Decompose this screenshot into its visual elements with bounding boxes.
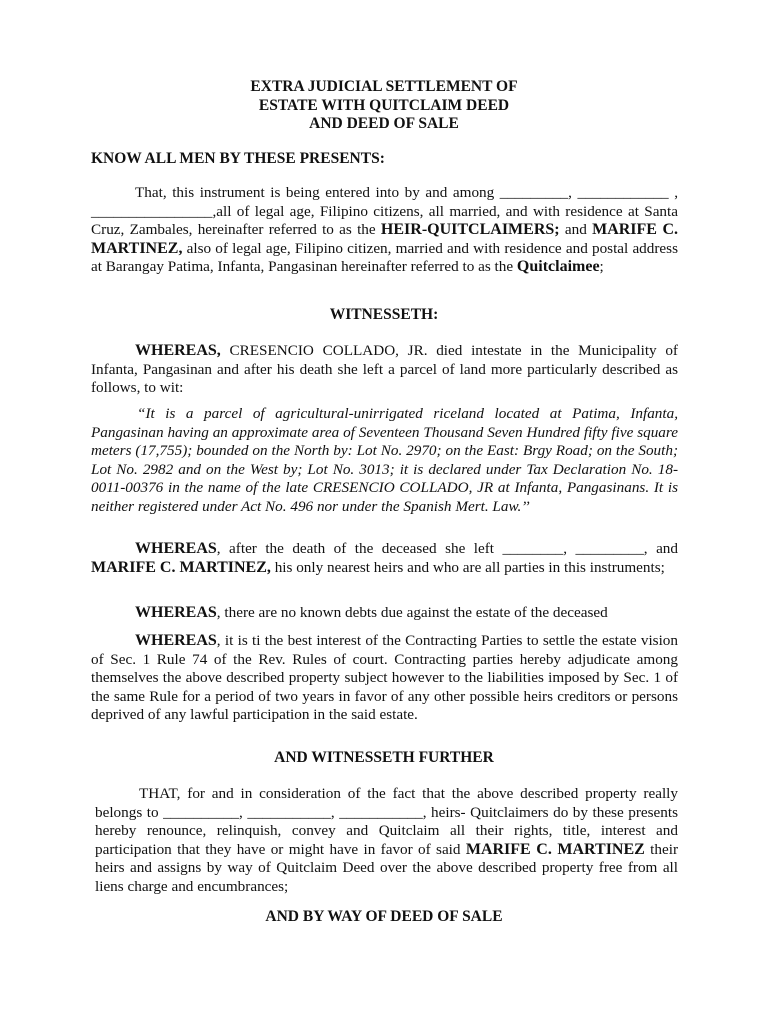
deed-of-sale-heading: AND BY WAY OF DEED OF SALE [265, 908, 503, 925]
whereas-label-1: WHEREAS, [135, 342, 221, 359]
that-paragraph [95, 785, 678, 897]
whereas-text-2b: his only nearest heirs and who are all parties in this instruments; [270, 558, 665, 576]
title-line-1: EXTRA JUDICIAL SETTLEMENT OF [250, 78, 518, 95]
heir-name: MARIFE C. MARTINEZ, [91, 558, 271, 576]
intro-text-2: and [559, 221, 593, 239]
whereas-label-4: WHEREAS [135, 632, 217, 649]
intro-text-3: also of legal age, Filipino citizen, married and with residence and postal address at Barangay Patima, Infanta, Pangasinan hereinafter referred to as the [91, 239, 678, 276]
whereas-text-1: CRESENCIO COLLADO, JR. died intestate in the Municipality of Infanta, Pangasinan and after his death she left a parcel of land more particularly described as follows, to wit: [91, 342, 678, 397]
whereas-text-2a: , after the death of the deceased she left ________, _________, and [216, 540, 678, 557]
quitclaimee-label: Quitclaimee [516, 258, 600, 276]
document-title [0, 78, 768, 134]
whereas-paragraph-3 [91, 604, 691, 623]
title-line-3: AND DEED OF SALE [309, 115, 459, 132]
witnesseth-heading: WITNESSETH: [329, 306, 439, 323]
title-line-2: ESTATE WITH QUITCLAIM DEED [258, 96, 510, 114]
quitclaimee-name: MARIFE C. MARTINEZ, [91, 221, 679, 257]
whereas-text-3: , there are no known debts due against the estate of the deceased [216, 604, 608, 621]
that-text-1: THAT, for and in consideration of the fact that the above described property really belongs to __________, ___________, ___________, heirs- Quitclaimers do by these presents hereby renounce, relinquish, convey and Quitclaim all their rights, title, interest and participation that they have or might have in favor of said [95, 785, 678, 858]
that-text-2: their heirs and assigns by way of Quitclaim Deed over the above described property free from all liens charge and encumbrances; [95, 840, 679, 895]
whereas-paragraph-4 [91, 632, 678, 725]
whereas-paragraph-1 [91, 342, 678, 398]
intro-paragraph [91, 184, 678, 277]
whereas-paragraph-2 [91, 540, 678, 577]
know-all-heading: KNOW ALL MEN BY THESE PRESENTS: [91, 150, 385, 167]
whereas-label-3: WHEREAS [135, 604, 217, 621]
quitclaimee-name-2: MARIFE C. MARTINEZ [465, 840, 645, 858]
property-description-quote: “It is a parcel of agricultural-unirrigated riceland located at Patima, Infanta, Pangasinan having an approximate area of Seventeen Thousand Seven Hundred fifty five square meters (17,755); bounded on the North by: Lot No. 2970; on the East: Brgy Road; on the South; Lot No. 2982 and on the West by; Lot No. 3013; it is declared under Tax Declaration No. 18-0011-00376 in the name of the late CRESENCIO COLLADO, JR at Infanta, Pangasinans. It is neither registered under Act No. 496 nor under the Spanish Mert. Law.’’ [91, 405, 678, 515]
intro-text-1: That, this instrument is being entered into by and among _________, ____________ , ________________,all of legal age, Filipino citizens, all married, and with residence at Santa Cruz, Zambales, hereinafter referred to as the [91, 184, 678, 239]
witnesseth-further-heading: AND WITNESSETH FURTHER [274, 749, 494, 766]
whereas-text-4: , it is ti the best interest of the Contracting Parties to settle the estate vision of Sec. 1 Rule 74 of the Rev. Rules of court. Contracting parties hereby adjudicate among themselves the above described property subject however to the liabilities imposed by Sec. 1 of the same Rule for a period of two years in favor of any other possible heirs creditors or persons deprived of any lawful participation in the said estate. [91, 632, 678, 724]
whereas-label-2: WHEREAS [135, 540, 217, 557]
heir-quitclaimers-label: HEIR-QUITCLAIMERS; [380, 221, 560, 239]
intro-text-4: ; [599, 258, 604, 276]
